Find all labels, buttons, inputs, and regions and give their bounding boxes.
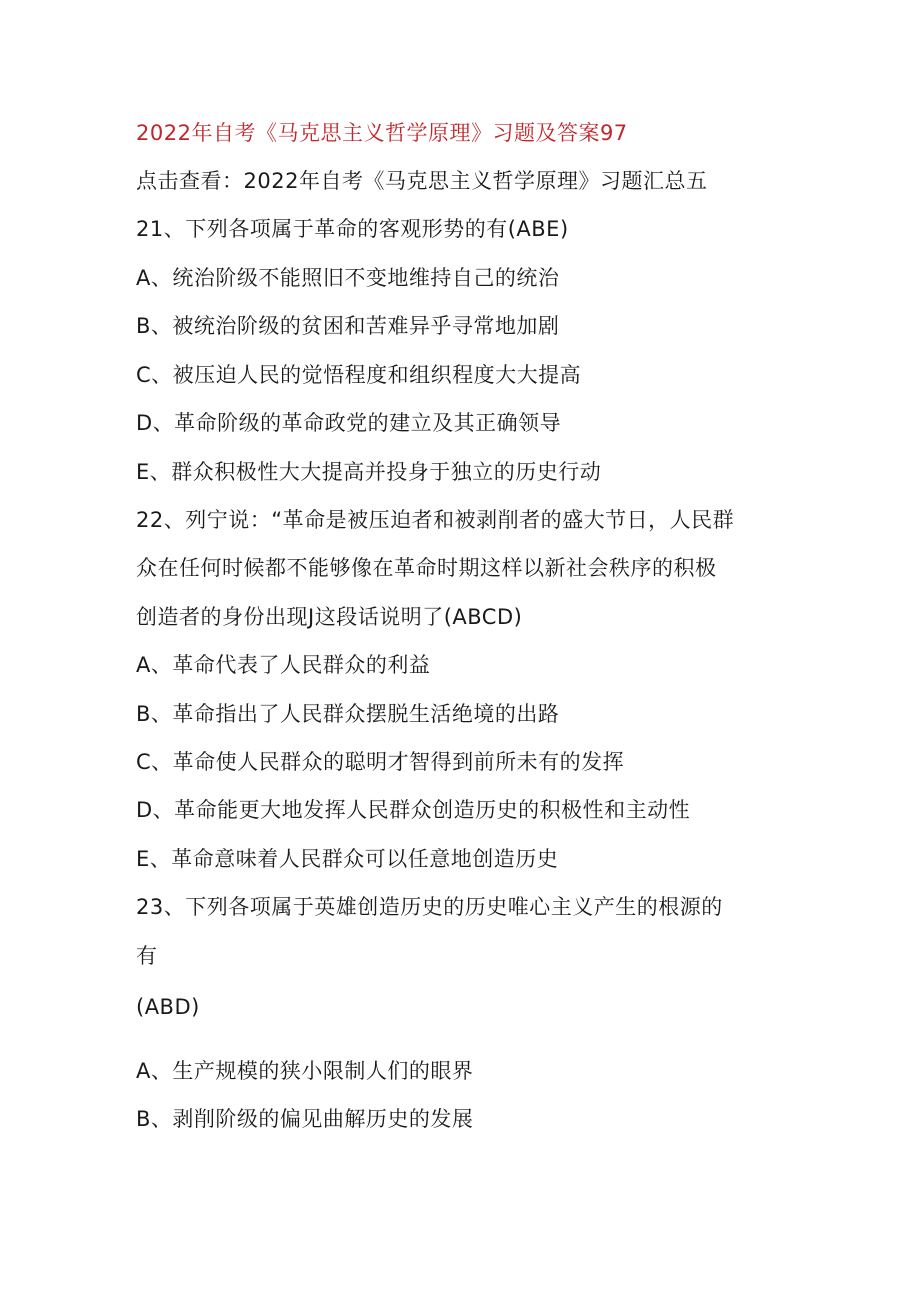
q22-option-e: E、革命意味着人民群众可以任意地创造历史 — [136, 847, 559, 871]
q21-option-a: A、统治阶级不能照旧不变地维持自己的统治 — [136, 266, 560, 290]
q21-option-b: B、被统治阶级的贫困和苦难异乎寻常地加剧 — [136, 314, 560, 338]
question-22-line-3: 创造者的身份出现J这段话说明了(ABCD) — [136, 605, 523, 629]
q21-option-d: D、革命阶级的革命政党的建立及其正确领导 — [136, 411, 562, 435]
document-title: 2022年自考《马克思主义哲学原理》习题及答案97 — [136, 121, 628, 145]
q23-option-b: B、剥削阶级的偏见曲解历史的发展 — [136, 1107, 474, 1131]
q21-option-c: C、被压迫人民的觉悟程度和组织程度大大提高 — [136, 363, 582, 387]
question-22-line-1: 22、列宁说：“革命是被压迫者和被剥削者的盛大节日，人民群 — [136, 508, 735, 532]
link-line[interactable]: 点击查看：2022年自考《马克思主义哲学原理》习题汇总五 — [136, 169, 708, 193]
q22-option-a: A、革命代表了人民群众的利益 — [136, 653, 431, 677]
question-23-line-1: 23、下列各项属于英雄创造历史的历史唯心主义产生的根源的 — [136, 895, 723, 919]
q22-option-b: B、革命指出了人民群众摆脱生活绝境的出路 — [136, 702, 560, 726]
question-23-line-2: 有 — [136, 944, 158, 968]
q22-option-c: C、革命使人民群众的聪明才智得到前所未有的发挥 — [136, 750, 625, 774]
question-22-line-2: 众在任何时候都不能够像在革命时期这样以新社会秩序的积极 — [136, 556, 717, 580]
question-21: 21、下列各项属于革命的客观形势的有(ABE) — [136, 217, 569, 241]
q23-option-a: A、生产规模的狭小限制人们的眼界 — [136, 1059, 474, 1083]
q22-option-d: D、革命能更大地发挥人民群众创造历史的积极性和主动性 — [136, 798, 691, 822]
q21-option-e: E、群众积极性大大提高并投身于独立的历史行动 — [136, 460, 602, 484]
question-23-line-3: (ABD) — [136, 995, 200, 1019]
